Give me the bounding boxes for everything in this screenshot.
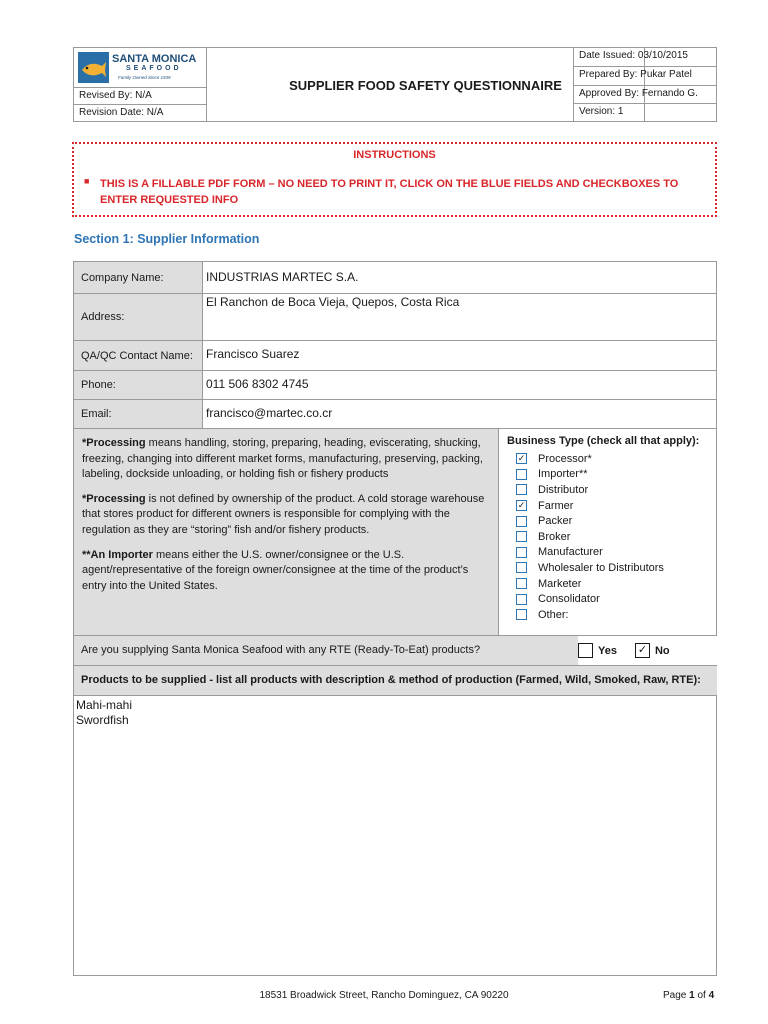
company-name-field[interactable]: INDUSTRIAS MARTEC S.A. xyxy=(206,270,359,284)
products-heading: Products to be supplied - list all products with description & method of production (Farmed, Wild, Smoked, Raw, RTE): xyxy=(74,666,717,696)
business-type-packer: Packer xyxy=(516,513,664,529)
manufacturer-checkbox[interactable] xyxy=(516,547,527,558)
rte-yes-label: Yes xyxy=(598,644,617,657)
farmer-checkbox[interactable]: ✓ xyxy=(517,500,526,511)
business-type-wholesaler: Wholesaler to Distributors xyxy=(516,560,664,576)
distributor-checkbox[interactable] xyxy=(516,484,527,495)
address-field[interactable]: El Ranchon de Boca Vieja, Quepos, Costa Rica xyxy=(206,295,460,309)
processor-checkbox[interactable]: ✓ xyxy=(517,453,526,464)
product-item: Mahi-mahi xyxy=(76,698,133,712)
prepared-by: Prepared By: Pukar Patel xyxy=(573,67,717,86)
logo-tagline: Family Owned Since 1939 xyxy=(118,75,171,80)
document-title: SUPPLIER FOOD SAFETY QUESTIONNAIRE xyxy=(207,48,645,122)
business-type-farmer: ✓ Farmer xyxy=(517,499,574,512)
field-label: Phone: xyxy=(74,371,203,399)
instructions-box xyxy=(72,142,717,217)
business-type-broker: Broker xyxy=(516,529,664,545)
logo-subtext: SEAFOOD xyxy=(126,65,182,72)
business-type-other: Other: xyxy=(516,607,664,623)
importer-checkbox[interactable] xyxy=(516,469,527,480)
address-row xyxy=(74,294,717,341)
business-type-title: Business Type (check all that apply): xyxy=(507,435,700,447)
supplier-info-table xyxy=(73,261,717,976)
product-item: Swordfish xyxy=(76,713,129,727)
company-name-row xyxy=(74,262,717,294)
field-label: Company Name: xyxy=(74,262,203,293)
rte-no-checkbox[interactable]: ✓ xyxy=(635,643,650,658)
footer-address: 18531 Broadwick Street, Rancho Dominguez, CA 90220 xyxy=(259,990,509,1001)
logo-text: SANTA MONICA xyxy=(112,53,197,65)
wholesaler-checkbox[interactable] xyxy=(516,562,527,573)
business-type-list xyxy=(516,451,664,623)
consolidator-checkbox[interactable] xyxy=(516,594,527,605)
date-issued-cell: Date Issued: 03/10/2015 xyxy=(573,48,717,67)
rte-yes-checkbox[interactable] xyxy=(578,643,593,658)
section-title: Section 1: Supplier Information xyxy=(74,232,260,246)
fish-logo-icon xyxy=(78,52,109,83)
rte-row xyxy=(74,636,717,666)
instructions-text: THIS IS A FILLABLE PDF FORM – NO NEED TO PRINT IT, CLICK ON THE BLUE FIELDS AND CHECKBOXES TO ENTER REQUESTED INFO xyxy=(100,178,679,206)
company-logo xyxy=(74,48,207,88)
contact-row xyxy=(74,341,717,371)
broker-checkbox[interactable] xyxy=(516,531,527,542)
products-field[interactable] xyxy=(76,698,132,728)
revision-date: Revision Date: N/A xyxy=(74,105,207,122)
business-type-processor: ✓ Processor* xyxy=(517,452,592,465)
approved-by: Approved By: Fernando G. xyxy=(573,86,717,104)
phone-row xyxy=(74,371,717,400)
contact-name-field[interactable]: Francisco Suarez xyxy=(206,347,300,361)
field-label: Email: xyxy=(74,400,203,428)
packer-checkbox[interactable] xyxy=(516,516,527,527)
instructions-title: INSTRUCTIONS xyxy=(353,149,436,161)
business-type-consolidator: Consolidator xyxy=(516,591,664,607)
business-type-manufacturer: Manufacturer xyxy=(516,545,664,561)
field-label: Address: xyxy=(74,294,203,340)
revised-by: Revised By: N/A xyxy=(74,88,207,105)
rte-no-label: No xyxy=(654,644,670,657)
version: Version: 1 xyxy=(573,104,717,122)
business-type-distributor: Distributor xyxy=(516,482,664,498)
page-number: Page 1 of 4 xyxy=(663,990,715,1001)
phone-field[interactable]: 011 506 8302 4745 xyxy=(206,377,309,391)
email-field[interactable]: francisco@martec.co.cr xyxy=(206,406,333,420)
email-row xyxy=(74,400,717,429)
document-header xyxy=(73,47,717,122)
other-checkbox[interactable] xyxy=(516,609,527,620)
definitions-text: *Processing means handling, storing, preparing, heading, eviscerating, shucking, freezing, changing into different market forms, manufacturing, preserving, packing, labeling, dockside unloading, or holding fish or fishery products *Processing is not defined by ownership of the product. A cold storage warehouse that stores product for different owners is responsible for complying with the regulation as they are “storing” fish and/or fishery products. **An Importer means either the U.S. owner/consignee or the U.S. agent/representative of the foreign owner/consignee at the time of the product’s entry into the United States. xyxy=(74,429,499,635)
business-type-row xyxy=(74,429,717,636)
rte-question: Are you supplying Santa Monica Seafood with any RTE (Ready-To-Eat) products? xyxy=(81,644,481,656)
business-type-importer: Importer** xyxy=(516,467,664,483)
business-type-marketer: Marketer xyxy=(516,576,664,592)
rte-yes-option xyxy=(578,643,617,658)
marketer-checkbox[interactable] xyxy=(516,578,527,589)
rte-no-option xyxy=(635,643,670,658)
field-label: QA/QC Contact Name: xyxy=(74,341,203,370)
rte-options xyxy=(578,636,717,665)
bullet-icon: ■ xyxy=(84,176,90,186)
